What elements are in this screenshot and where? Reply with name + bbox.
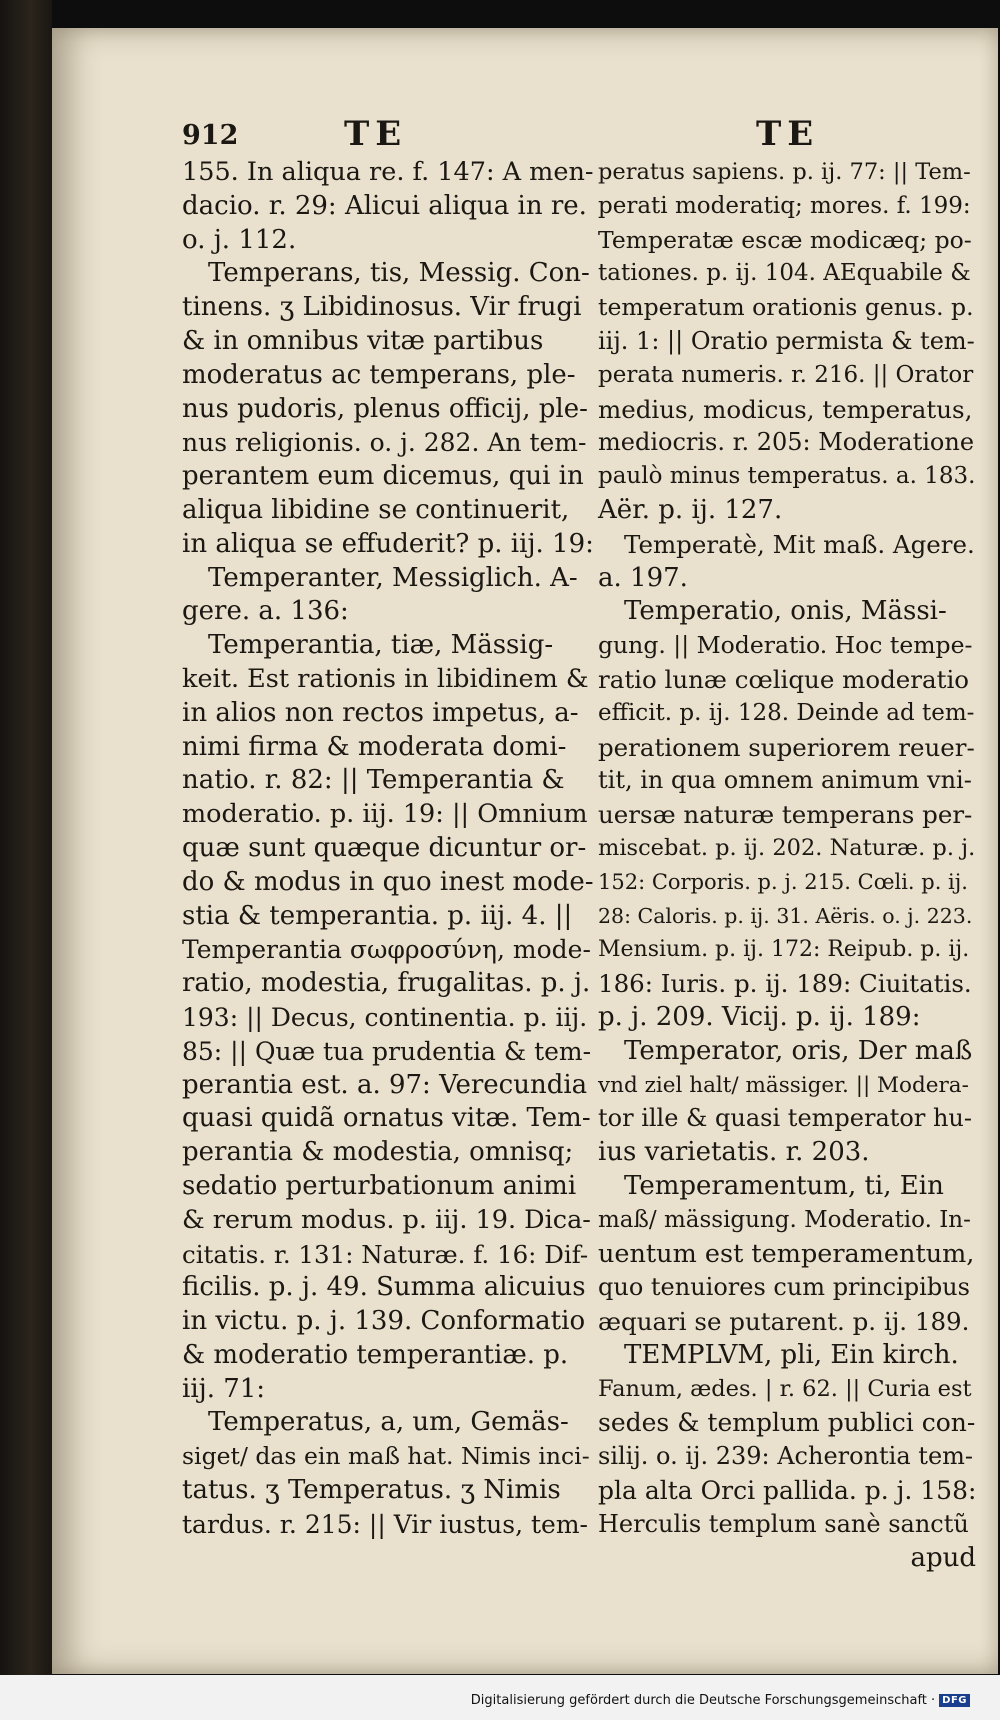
text-line: silij. o. ij. 239: Acherontia tem- bbox=[598, 1442, 974, 1471]
text-line: perantem eum dicemus, qui in bbox=[182, 461, 584, 492]
text-line: o. j. 112. bbox=[182, 224, 297, 255]
text-line: citatis. r. 131: Naturæ. f. 16: Dif- bbox=[182, 1239, 589, 1269]
text-line: Temperatæ escæ modicæq; po- bbox=[598, 225, 972, 254]
text-line: tationes. p. ij. 104. AEquabile & bbox=[598, 260, 971, 287]
text-line: sedatio perturbationum animi bbox=[182, 1170, 577, 1201]
text-line: mediocris. r. 205: Moderatione bbox=[598, 428, 975, 457]
text-line: tor ille & quasi temperator hu- bbox=[598, 1104, 972, 1133]
text-line: 28: Caloris. p. ij. 31. Aëris. o. j. 223. bbox=[598, 903, 973, 928]
text-line: Temperatus, a, um, Gemäs- bbox=[208, 1407, 569, 1438]
text-line: Temperantia, tiæ, Mässig- bbox=[208, 630, 554, 661]
text-line: Temperatio, onis, Mässi- bbox=[624, 596, 947, 627]
text-line: TEMPLVM, pli, Ein kirch. bbox=[624, 1339, 959, 1370]
text-line: aliqua libidine se continuerit, bbox=[182, 494, 570, 525]
text-line: gung. || Moderatio. Hoc tempe- bbox=[598, 631, 973, 660]
text-line: p. j. 209. Vicij. p. ij. 189: bbox=[598, 1001, 921, 1032]
text-line: Temperamentum, ti, Ein bbox=[624, 1170, 944, 1201]
text-line: & in omnibus vitæ partibus bbox=[182, 325, 544, 356]
text-line: uersæ naturæ temperans per- bbox=[598, 800, 973, 830]
text-line: do & modus in quo inest mode- bbox=[182, 866, 594, 897]
text-line: ratio lunæ cœlique moderatio bbox=[598, 664, 970, 694]
text-line: in aliqua se effuderit? p. iij. 19: bbox=[182, 528, 594, 559]
text-line: sedes & templum publici con- bbox=[598, 1408, 976, 1438]
text-line: quasi quidã ornatus vitæ. Tem- bbox=[182, 1103, 591, 1134]
dfg-logo: DFG bbox=[939, 1694, 970, 1707]
text-line: natio. r. 82: || Temperantia & bbox=[182, 765, 565, 796]
text-line: tinens. ʒ Libidinosus. Vir frugi bbox=[182, 292, 582, 323]
running-head-right: TE bbox=[756, 114, 820, 154]
text-line: æquari se putarent. p. ij. 189. bbox=[598, 1307, 970, 1337]
text-line: ratio, modestia, frugalitas. p. j. bbox=[182, 968, 591, 999]
text-line: ficilis. p. j. 49. Summa alicuius bbox=[182, 1272, 586, 1303]
text-line: ius varietatis. r. 203. bbox=[598, 1137, 870, 1168]
text-line: Temperator, oris, Der maß bbox=[624, 1035, 973, 1066]
text-line: 85: || Quæ tua prudentia & tem- bbox=[182, 1036, 592, 1066]
text-line: gere. a. 136: bbox=[182, 596, 349, 627]
text-line: tit, in qua omnem animum vni- bbox=[598, 766, 972, 795]
credit-text: Digitalisierung gefördert durch die Deutsche Forschungsgemeinschaft · bbox=[470, 1693, 936, 1708]
text-line: iij. 1: || Oratio permista & tem- bbox=[598, 326, 975, 355]
text-line: maß/ mässigung. Moderatio. In- bbox=[598, 1206, 971, 1233]
text-line: 152: Corporis. p. j. 215. Cœli. p. ij. bbox=[598, 869, 968, 894]
left-text-column bbox=[182, 156, 594, 1542]
page-header bbox=[52, 114, 998, 160]
text-line: keit. Est rationis in libidinem & bbox=[182, 663, 589, 694]
text-line: uentum est temperamentum, bbox=[598, 1238, 975, 1269]
text-line: siget/ das ein maß hat. Nimis inci- bbox=[182, 1442, 590, 1471]
text-line: moderatus ac temperans, ple- bbox=[182, 359, 576, 390]
text-line: quo tenuiores cum principibus bbox=[598, 1273, 970, 1302]
digitization-credit bbox=[471, 1693, 970, 1708]
text-line: miscebat. p. ij. 202. Naturæ. p. j. bbox=[598, 834, 976, 861]
text-line: perantia & modestia, omnisq; bbox=[182, 1137, 574, 1168]
text-line: temperatum orationis genus. p. bbox=[598, 293, 974, 322]
text-line: nus religionis. o. j. 282. An tem- bbox=[182, 428, 587, 458]
text-line: 186: Iuris. p. ij. 189: Ciuitatis. bbox=[598, 969, 972, 999]
text-line: medius, modicus, temperatus, bbox=[598, 394, 973, 424]
text-line: perationem superiorem reuer- bbox=[598, 732, 975, 762]
text-line: Temperantia σωφροσύνη, mode- bbox=[182, 935, 591, 965]
text-line: nus pudoris, plenus officij, ple- bbox=[182, 393, 588, 424]
text-line: & rerum modus. p. iij. 19. Dica- bbox=[182, 1204, 591, 1235]
text-line: Fanum, ædes. | r. 62. || Curia est bbox=[598, 1375, 972, 1402]
text-line: apud bbox=[910, 1542, 976, 1573]
text-line: moderatio. p. iij. 19: || Omnium bbox=[182, 799, 588, 830]
text-line: Herculis templum sanè sanctũ bbox=[598, 1509, 969, 1538]
text-line: Aër. p. ij. 127. bbox=[598, 494, 783, 525]
text-line: nimi firma & moderata domi- bbox=[182, 731, 567, 762]
text-line: peratus sapiens. p. ij. 77: || Tem- bbox=[598, 159, 971, 185]
text-line: pla alta Orci pallida. p. j. 158: bbox=[598, 1476, 977, 1506]
scanned-page bbox=[52, 28, 998, 1674]
text-line: vnd ziel halt/ mässiger. || Modera- bbox=[598, 1072, 969, 1098]
text-line: Mensium. p. ij. 172: Reipub. p. ij. bbox=[598, 937, 970, 963]
text-line: paulò minus temperatus. a. 183. bbox=[598, 463, 976, 490]
text-line: perantia est. a. 97: Verecundia bbox=[182, 1069, 588, 1100]
text-line: stia & temperantia. p. iij. 4. || bbox=[182, 900, 573, 931]
right-text-column bbox=[598, 156, 976, 1575]
text-line: efficit. p. ij. 128. Deinde ad tem- bbox=[598, 699, 975, 726]
text-line: Temperatè, Mit maß. Agere. bbox=[624, 529, 975, 559]
text-line: tardus. r. 215: || Vir iustus, tem- bbox=[182, 1509, 589, 1539]
text-line: in victu. p. j. 139. Conformatio bbox=[182, 1306, 586, 1337]
text-line: a. 197. bbox=[598, 562, 688, 593]
running-head-left: TE bbox=[344, 114, 408, 154]
text-line: in alios non rectos impetus, a- bbox=[182, 697, 579, 728]
text-line: iij. 71: bbox=[182, 1373, 266, 1404]
text-line: Temperanter, Messiglich. A- bbox=[208, 562, 578, 593]
text-line: 155. In aliqua re. f. 147: A men- bbox=[182, 157, 594, 187]
text-line: 193: || Decus, continentia. p. iij. bbox=[182, 1002, 588, 1032]
book-binding bbox=[0, 0, 52, 1675]
text-line: perati moderatiq; mores. f. 199: bbox=[598, 192, 971, 219]
text-line: Temperans, tis, Messig. Con- bbox=[208, 258, 590, 289]
text-line: perata numeris. r. 216. || Orator bbox=[598, 361, 974, 388]
text-line: & moderatio temperantiæ. p. bbox=[182, 1339, 569, 1370]
text-line: quæ sunt quæque dicuntur or- bbox=[182, 832, 587, 863]
page-number: 912 bbox=[182, 120, 239, 151]
text-line: dacio. r. 29: Alicui aliqua in re. bbox=[182, 190, 587, 221]
text-line: tatus. ʒ Temperatus. ʒ Nimis bbox=[182, 1475, 561, 1506]
